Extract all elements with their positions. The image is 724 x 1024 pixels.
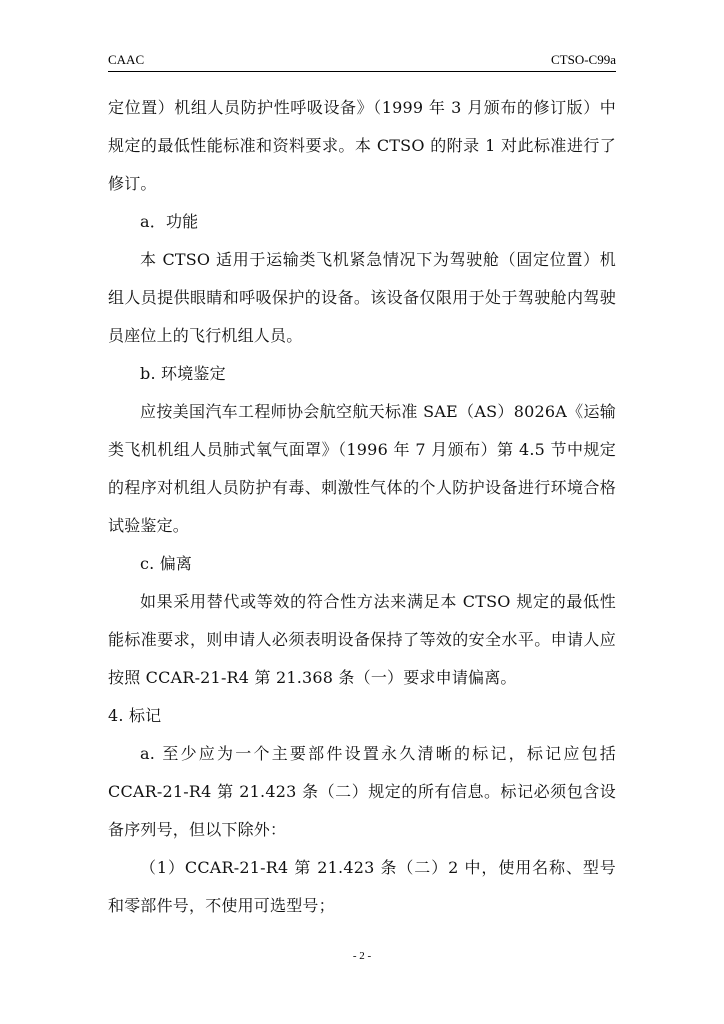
header-rule bbox=[108, 71, 616, 72]
document-body bbox=[108, 89, 616, 925]
header-org: CAAC bbox=[108, 52, 145, 67]
section-heading-marking: 4. 标记 bbox=[108, 706, 162, 725]
subheading-environment: b. 环境鉴定 bbox=[140, 364, 226, 383]
page-header bbox=[108, 52, 616, 72]
subheading-function: a．功能 bbox=[140, 212, 199, 231]
header-doc-id: CTSO-C99a bbox=[551, 52, 616, 67]
page-number: - 2 - bbox=[352, 950, 372, 962]
list-item-marking-1: （1）CCAR-21-R4 第 21.423 条（二）2 中，使用名称、型号和零部件号，不使用可选型号； bbox=[108, 858, 616, 915]
paragraph-deviation: 如果采用替代或等效的符合性方法来满足本 CTSO 规定的最低性能标准要求，则申请人必须表明设备保持了等效的安全水平。申请人应按照 CCAR-21-R4 第 21.368 条（一）要求申请偏离。 bbox=[108, 592, 616, 687]
paragraph-environment: 应按美国汽车工程师协会航空航天标准 SAE（AS）8026A《运输类飞机机组人员肺式氧气面罩》（1996 年 7 月颁布）第 4.5 节中规定的程序对机组人员防护有毒、刺激性气体的个人防护设备进行环境合格试验鉴定。 bbox=[108, 402, 616, 535]
subheading-deviation: c. 偏离 bbox=[140, 554, 193, 573]
paragraph-marking: a. 至少应为一个主要部件设置永久清晰的标记，标记应包括 CCAR-21-R4 第 21.423 条（二）规定的所有信息。标记必须包含设备序列号，但以下除外： bbox=[108, 744, 616, 839]
paragraph-continuation: 定位置）机组人员防护性呼吸设备》（1999 年 3 月颁布的修订版）中规定的最低性能标准和资料要求。本 CTSO 的附录 1 对此标准进行了修订。 bbox=[108, 98, 616, 193]
paragraph-function: 本 CTSO 适用于运输类飞机紧急情况下为驾驶舱（固定位置）机组人员提供眼睛和呼吸保护的设备。该设备仅限用于处于驾驶舱内驾驶员座位上的飞行机组人员。 bbox=[108, 250, 616, 345]
